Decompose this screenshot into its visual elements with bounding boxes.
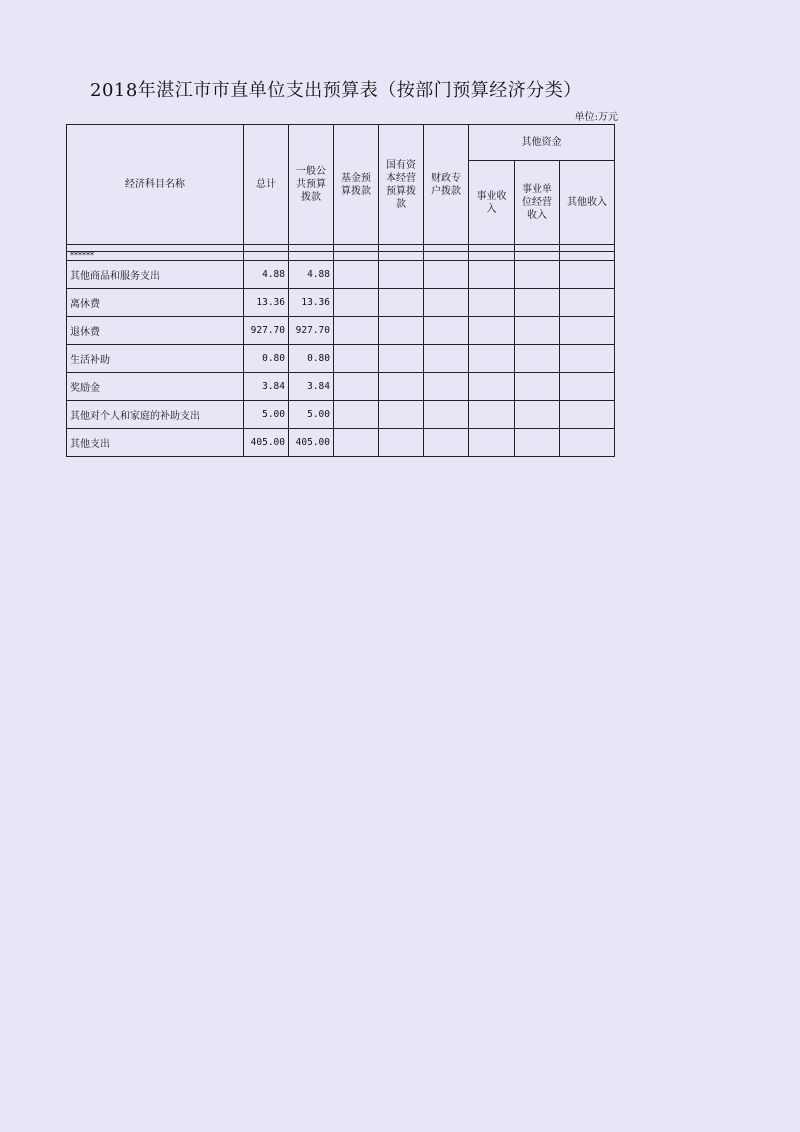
row-general: 5.00 <box>289 401 334 429</box>
table-row <box>67 429 615 457</box>
header-other-group: 其他资金 <box>469 125 615 161</box>
table-row <box>67 373 615 401</box>
row-name: 退休费 <box>67 317 244 345</box>
budget-table <box>66 124 615 457</box>
table-row <box>67 289 615 317</box>
row-general: 13.36 <box>289 289 334 317</box>
header-other-income: 其他收入 <box>560 161 615 245</box>
table-row <box>67 401 615 429</box>
header-total: 总计 <box>244 125 289 245</box>
header-operating-income: 事业单位经营收入 <box>515 161 560 245</box>
page-title: 2018年湛江市市直单位支出预算表（按部门预算经济分类） <box>90 80 582 101</box>
row-name: 奖励金 <box>67 373 244 401</box>
spacer-row <box>67 245 615 252</box>
header-business-income: 事业收入 <box>469 161 515 245</box>
row-total: 3.84 <box>244 373 289 401</box>
row-general: 405.00 <box>289 429 334 457</box>
row-total: 5.00 <box>244 401 289 429</box>
row-total: 4.88 <box>244 261 289 289</box>
header-general: 一般公共预算拨款 <box>289 125 334 245</box>
table-row <box>67 345 615 373</box>
row-name: 离休费 <box>67 289 244 317</box>
header-state-capital: 国有资本经营预算拨款 <box>379 125 424 245</box>
unit-label: 单位:万元 <box>574 112 618 123</box>
row-general: 0.80 <box>289 345 334 373</box>
row-general: 3.84 <box>289 373 334 401</box>
row-total: 0.80 <box>244 345 289 373</box>
header-fund: 基金预算拨款 <box>334 125 379 245</box>
table-row <box>67 317 615 345</box>
row-general: 927.70 <box>289 317 334 345</box>
row-name: 其他对个人和家庭的补助支出 <box>67 401 244 429</box>
row-name: 生活补助 <box>67 345 244 373</box>
header-name: 经济科目名称 <box>67 125 244 245</box>
header-fiscal-special: 财政专户拨款 <box>424 125 469 245</box>
row-general: 4.88 <box>289 261 334 289</box>
group-row <box>67 252 615 261</box>
row-name: 其他支出 <box>67 429 244 457</box>
row-total: 405.00 <box>244 429 289 457</box>
row-name: 其他商品和服务支出 <box>67 261 244 289</box>
table-row <box>67 261 615 289</box>
row-total: 927.70 <box>244 317 289 345</box>
row-total: 13.36 <box>244 289 289 317</box>
group-label: ****** <box>67 252 244 261</box>
table-body <box>67 245 615 457</box>
